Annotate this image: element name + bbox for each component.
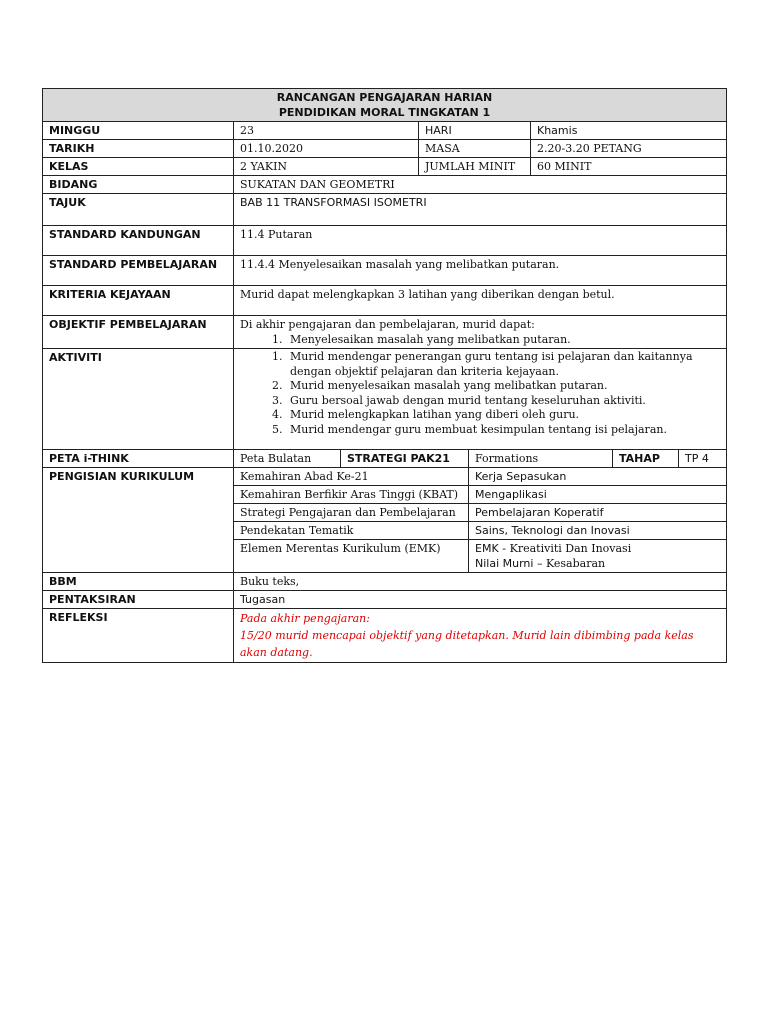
aktiviti-list [240,350,720,437]
kriteria-row [43,286,727,316]
objektif-row [43,316,727,349]
page-subtitle: PENDIDIKAN MORAL TINGKATAN 1 [278,106,491,119]
kelas-row [43,158,727,176]
aktiviti-label: AKTIVITI [43,349,234,450]
tarikh-label: TARIKH [43,140,234,158]
objektif-label: OBJEKTIF PEMBELAJARAN [43,316,234,349]
nilai-label: Nilai Murni – [475,557,543,570]
peta-value: Peta Bulatan [234,450,341,468]
bidang-value: SUKATAN DAN GEOMETRI [234,176,727,194]
objektif-intro: Di akhir pengajaran dan pembelajaran, murid dapat: [240,318,535,331]
list-item: 5. Murid mendengar guru membuat kesimpulan tentang isi pelajaran. [286,423,720,438]
list-item: 4. Murid melengkapkan latihan yang diberi oleh guru. [286,408,720,423]
standard-pembelajaran-value: 11.4.4 Menyelesaikan masalah yang melibatkan putaran. [234,256,727,286]
list-item: 1. Menyelesaikan masalah yang melibatkan putaran. [286,332,720,347]
tarikh-row [43,140,727,158]
strategi-label: STRATEGI PAK21 [341,450,469,468]
bbm-label: BBM [43,573,234,591]
list-item: 2. Murid menyelesaikan masalah yang melibatkan putaran. [286,379,720,394]
nilai-line [475,556,720,571]
jumlah-minit-value: 60 MINIT [531,158,727,176]
pengisian-key: Pendekatan Tematik [234,522,469,540]
list-item: 3. Guru bersoal jawab dengan murid tentang keseluruhan aktiviti. [286,394,720,409]
masa-label: MASA [419,140,531,158]
emk-line [475,541,720,556]
jumlah-minit-label: JUMLAH MINIT [419,158,531,176]
tajuk-label: TAJUK [43,194,234,226]
tajuk-value: BAB 11 TRANSFORMASI ISOMETRI [234,194,727,226]
pengisian-row [43,468,727,486]
aktiviti-cell [234,349,727,450]
peta-label: PETA i-THINK [43,450,234,468]
refleksi-label: REFLEKSI [43,609,234,663]
page-title: RANCANGAN PENGAJARAN HARIAN [276,91,493,104]
emk-label: EMK - [475,542,507,555]
refleksi-cell [234,609,727,663]
aktiviti-row [43,349,727,450]
minggu-value: 23 [234,122,419,140]
pentaksiran-label: PENTAKSIRAN [43,591,234,609]
emk-cell [469,540,727,573]
lesson-plan-table [42,88,727,663]
minggu-label: MINGGU [43,122,234,140]
standard-kandungan-value: 11.4 Putaran [234,226,727,256]
pentaksiran-value: Tugasan [234,591,727,609]
header-row [43,89,727,122]
bbm-value: Buku teks, [234,573,727,591]
objektif-list [240,332,720,347]
objektif-cell [234,316,727,349]
tajuk-row [43,194,727,226]
pengisian-value: Mengaplikasi [469,486,727,504]
kriteria-value: Murid dapat melengkapkan 3 latihan yang diberikan dengan betul. [234,286,727,316]
pengisian-key: Strategi Pengajaran dan Pembelajaran [234,504,469,522]
list-item: 1. Murid mendengar penerangan guru tentang isi pelajaran dan kaitannya dengan objektif pelajaran dan kriteria kejayaan. [286,350,720,379]
refleksi-row [43,609,727,663]
pentaksiran-row [43,591,727,609]
pengisian-key: Elemen Merentas Kurikulum (EMK) [234,540,469,573]
masa-value: 2.20-3.20 PETANG [531,140,727,158]
kelas-value: 2 YAKIN [234,158,419,176]
bidang-row [43,176,727,194]
hari-value: Khamis [531,122,727,140]
pengisian-value: Pembelajaran Koperatif [469,504,727,522]
minggu-row [43,122,727,140]
standard-kandungan-row [43,226,727,256]
standard-pembelajaran-row [43,256,727,286]
refleksi-line2: 15/20 murid mencapai objektif yang ditetapkan. Murid lain dibimbing pada kelas akan datang. [240,629,694,659]
refleksi-line1: Pada akhir pengajaran: [240,612,370,625]
standard-kandungan-label: STANDARD KANDUNGAN [43,226,234,256]
emk-value: Kreativiti Dan Inovasi [509,542,632,555]
bidang-label: BIDANG [43,176,234,194]
nilai-value: Kesabaran [545,557,606,570]
standard-pembelajaran-label: STANDARD PEMBELAJARAN [43,256,234,286]
tahap-value: TP 4 [679,450,727,468]
pengisian-key: Kemahiran Abad Ke-21 [234,468,469,486]
pengisian-value: Kerja Sepasukan [469,468,727,486]
bbm-row [43,573,727,591]
tarikh-value: 01.10.2020 [234,140,419,158]
kriteria-label: KRITERIA KEJAYAAN [43,286,234,316]
pengisian-value: Sains, Teknologi dan Inovasi [469,522,727,540]
pengisian-key: Kemahiran Berfikir Aras Tinggi (KBAT) [234,486,469,504]
header-cell [43,89,727,122]
strategi-value: Formations [469,450,613,468]
kelas-label: KELAS [43,158,234,176]
peta-row [43,450,727,468]
pengisian-label: PENGISIAN KURIKULUM [43,468,234,573]
tahap-label: TAHAP [613,450,679,468]
hari-label: HARI [419,122,531,140]
